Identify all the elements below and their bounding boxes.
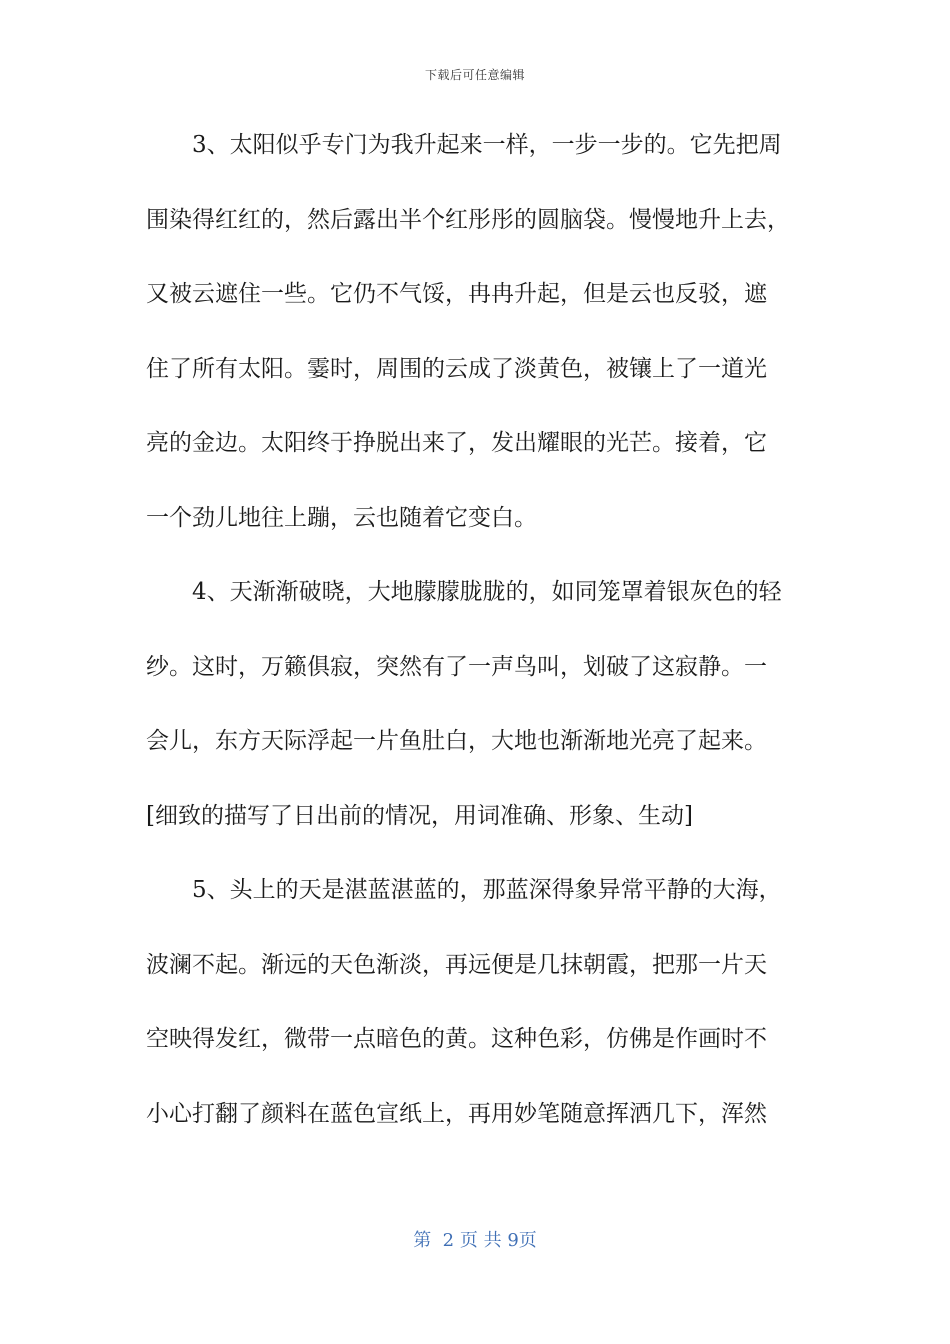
footer-total-pages: 9 [507, 1230, 519, 1251]
footer-middle: 页 共 [459, 1230, 502, 1251]
footer-page-number: 2 [442, 1230, 455, 1251]
text-line: 会儿，东方天际浮起一片鱼肚白，大地也渐渐地光亮了起来。 [146, 728, 767, 754]
text-line: 亮的金边。太阳终于挣脱出来了，发出耀眼的光芒。接着，它 [146, 430, 767, 456]
text-line: 波澜不起。渐远的天色渐淡，再远便是几抹朝霞，把那一片天 [146, 951, 767, 978]
annotation-line: [细致的描写了日出前的情况，用词准确、形象、生动] [146, 802, 693, 829]
text-line: 一个劲儿地往上蹦，云也随着它变白。 [146, 504, 537, 531]
text-line: 4、天渐渐破晓，大地朦朦胧胧的，如同笼罩着银灰色的轻 [146, 579, 782, 605]
text-line: 住了所有太阳。霎时，周围的云成了淡黄色，被镶上了一道光 [146, 355, 767, 382]
text-line: 又被云遮住一些。它仍不气馁，冉冉升起，但是云也反驳，遮 [146, 281, 767, 307]
page-footer [0, 1226, 950, 1252]
text-line: 纱。这时，万籁俱寂，突然有了一声鸟叫，划破了这寂静。一 [146, 653, 767, 680]
footer-suffix: 页 [518, 1230, 537, 1251]
footer-prefix: 第 [413, 1230, 432, 1251]
page-header: 下载后可任意编辑 [424, 68, 525, 82]
text-line: 空映得发红，微带一点暗色的黄。这种色彩，仿佛是作画时不 [146, 1026, 767, 1052]
text-line: 围染得红红的，然后露出半个红彤彤的圆脑袋。慢慢地升上去， [146, 206, 790, 233]
text-line: 5、头上的天是湛蓝湛蓝的，那蓝深得象异常平静的大海， [146, 877, 782, 903]
body-text [146, 117, 811, 1160]
text-line: 小心打翻了颜料在蓝色宣纸上，再用妙笔随意挥洒几下，浑然 [146, 1100, 767, 1127]
text-line: 3、太阳似乎专门为我升起来一样，一步一步的。它先把周 [146, 132, 782, 158]
